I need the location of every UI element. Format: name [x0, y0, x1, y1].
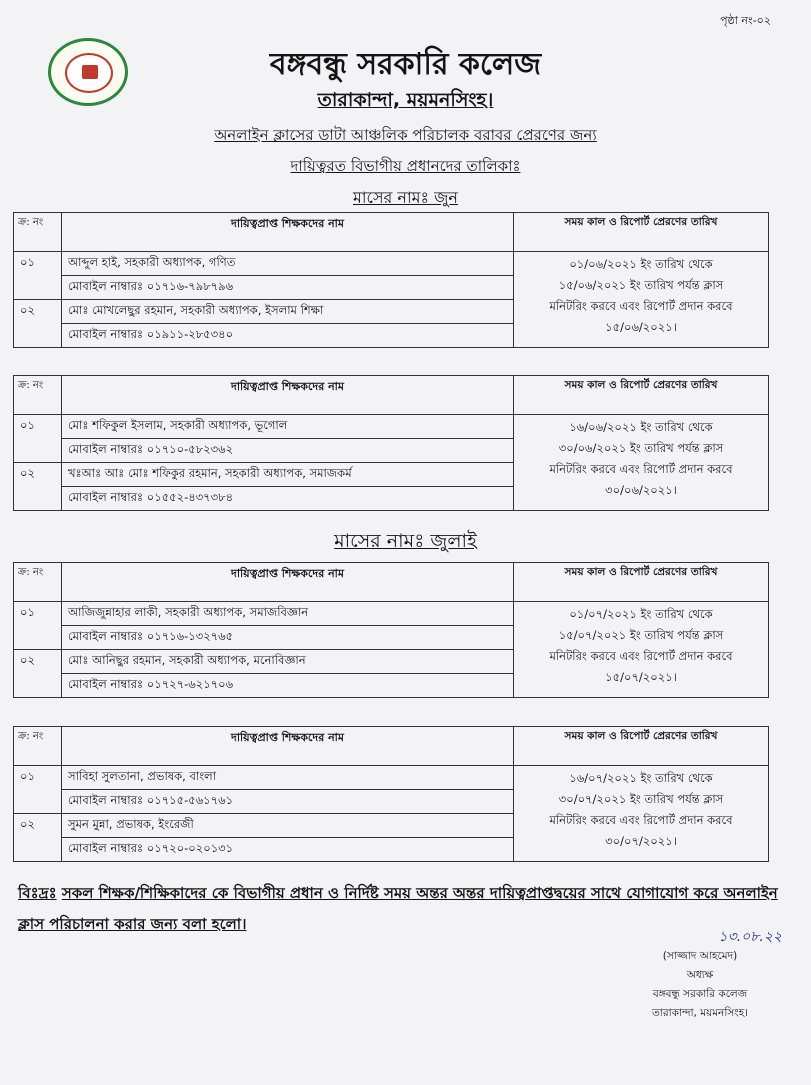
serial-cell: ০১ [14, 602, 62, 650]
column-header-serial: ক্র: নং [14, 563, 62, 602]
handwritten-signature-date: ১৩.০৮.২২ [718, 929, 782, 945]
table-row [14, 766, 769, 790]
period-cell [514, 415, 769, 511]
serial-cell: ০১ [14, 766, 62, 814]
column-header-period: সময় কাল ও রিপোর্ট প্রেরণের তারিখ [514, 563, 769, 602]
teacher-phone-cell: মোবাইল নাম্বারঃ ০১৭১৫-৫৬১৭৬১ [62, 790, 514, 814]
column-header-serial: ক্র: নং [14, 727, 62, 766]
period-line: ১৫/০৬/২০২১ ইং তারিখ পর্যন্ত ক্লাস [558, 278, 724, 292]
table-header-row [14, 563, 769, 602]
period-line: ১৫/০৬/২০২১। [605, 320, 677, 334]
column-header-teacher: দায়িত্বপ্রাপ্ত শিক্ষকদের নাম [62, 563, 514, 602]
notice-text: সকল শিক্ষক/শিক্ষিকাদের কে বিভাগীয় প্রধান ও নির্দিষ্ট সময় অন্তর অন্তর দায়িত্বপ্রাপ্তদ্বয়ের সাথে যোগাযোগ করে অনলাইন ক্লাস পরিচালনা করার জন্য বলা হলো। [18, 884, 778, 933]
column-header-period: সময় কাল ও রিপোর্ট প্রেরণের তারিখ [514, 727, 769, 766]
teacher-phone-cell: মোবাইল নাম্বারঃ ০১৭২০-০২০১৩১ [62, 838, 514, 862]
period-line: মনিটরিং করবে এবং রিপোর্ট প্রদান করবে [549, 462, 733, 476]
teacher-name-cell: সাবিহা সুলতানা, প্রভাষক, বাংলা [62, 766, 514, 790]
college-name: বঙ্গবন্ধু সরকারি কলেজ [269, 47, 542, 82]
month-heading-june [0, 185, 811, 212]
signatory-location: তারাকান্দা, ময়মনসিংহ। [651, 1007, 749, 1019]
college-location [0, 86, 811, 118]
roster-table [13, 726, 769, 862]
roster-table [13, 562, 769, 698]
document-subtitle-2 [0, 155, 811, 180]
column-header-teacher: দায়িত্বপ্রাপ্ত শিক্ষকদের নাম [62, 727, 514, 766]
teacher-phone-cell: মোবাইল নাম্বারঃ ০১৭২৭-৬২১৭০৬ [62, 674, 514, 698]
serial-cell: ০২ [14, 650, 62, 698]
period-line: ১৫/০৭/২০২১। [605, 670, 677, 684]
table-header-row [14, 376, 769, 415]
column-header-period: সময় কাল ও রিপোর্ট প্রেরণের তারিখ [514, 213, 769, 252]
signatory-college: বঙ্গবন্ধু সরকারি কলেজ [652, 988, 748, 1000]
period-line: ৩০/০৬/২০২১ ইং তারিখ পর্যন্ত ক্লাস [558, 441, 724, 455]
serial-cell: ০২ [14, 463, 62, 511]
teacher-name-cell: মোঃ আনিছুর রহমান, সহকারী অধ্যাপক, মনোবিজ্ঞান [62, 650, 514, 674]
page-number: পৃষ্ঠা নং-০২ [720, 14, 771, 27]
teacher-name-cell: খঃআঃ আঃ মোঃ শফিকুর রহমান, সহকারী অধ্যাপক, সমাজকর্ম [62, 463, 514, 487]
period-line: ০১/০৭/২০২১ ইং তারিখ থেকে [569, 607, 713, 621]
period-line: মনিটরিং করবে এবং রিপোর্ট প্রদান করবে [549, 649, 733, 663]
period-line: ৩০/০৭/২০২১। [605, 834, 677, 848]
teacher-name-cell: আজিজুন্নাহার লাকী, সহকারী অধ্যাপক, সমাজবিজ্ঞান [62, 602, 514, 626]
signatory-title: অধ্যক্ষ [686, 969, 714, 981]
signatory-name: (সাজ্জাদ আহমেদ) [662, 950, 738, 962]
teacher-phone-cell: মোবাইল নাম্বারঃ ০১৭১০-৫৮২৩৬২ [62, 439, 514, 463]
period-line: মনিটরিং করবে এবং রিপোর্ট প্রদান করবে [549, 813, 733, 827]
column-header-serial: ক্র: নং [14, 213, 62, 252]
column-header-serial: ক্র: নং [14, 376, 62, 415]
roster-table [13, 212, 769, 348]
column-header-period: সময় কাল ও রিপোর্ট প্রেরণের তারিখ [514, 376, 769, 415]
roster-table [13, 375, 769, 511]
month-heading-july [0, 527, 811, 559]
period-line: ০১/০৬/২০২১ ইং তারিখ থেকে [569, 257, 713, 271]
teacher-name-cell: মোঃ মোখলেছুর রহমান, সহকারী অধ্যাপক, ইসলাম শিক্ষা [62, 300, 514, 324]
serial-cell: ০২ [14, 814, 62, 862]
teacher-name-cell: মোঃ শফিকুল ইসলাম, সহকারী অধ্যাপক, ভূগোল [62, 415, 514, 439]
period-line: ৩০/০৬/২০২১। [605, 483, 677, 497]
period-line: ১৫/০৭/২০২১ ইং তারিখ পর্যন্ত ক্লাস [558, 628, 724, 642]
period-line: ১৬/০৬/২০২১ ইং তারিখ থেকে [569, 420, 713, 434]
table-row [14, 252, 769, 276]
subtitle-text-2: দায়িত্বরত বিভাগীয় প্রধানদের তালিকাঃ [290, 157, 521, 175]
teacher-phone-cell: মোবাইল নাম্বারঃ ০১৫৫২-৪৩৭৩৮৪ [62, 487, 514, 511]
signature-block [600, 928, 800, 1023]
teacher-phone-cell: মোবাইল নাম্বারঃ ০১৭১৬-৭৯৮৭৯৬ [62, 276, 514, 300]
column-header-teacher: দায়িত্বপ্রাপ্ত শিক্ষকদের নাম [62, 376, 514, 415]
teacher-phone-cell: মোবাইল নাম্বারঃ ০১৭১৬-১৩২৭৬৫ [62, 626, 514, 650]
notice-label: বিঃদ্রঃ [18, 884, 57, 902]
teacher-name-cell: সুমন মুন্না, প্রভাষক, ইংরেজী [62, 814, 514, 838]
month-label: মাসের নামঃ জুলাই [334, 530, 477, 552]
teacher-name-cell: আব্দুল হাই, সহকারী অধ্যাপক, গণিত [62, 252, 514, 276]
table-header-row [14, 213, 769, 252]
table-row [14, 602, 769, 626]
table-row [14, 415, 769, 439]
serial-cell: ০২ [14, 300, 62, 348]
subtitle-text-1: অনলাইন ক্লাসের ডাটা আঞ্চলিক পরিচালক বরাবর প্রেরণের জন্য [214, 126, 597, 144]
serial-cell: ০১ [14, 415, 62, 463]
period-line: মনিটরিং করবে এবং রিপোর্ট প্রদান করবে [549, 299, 733, 313]
period-line: ১৬/০৭/২০২১ ইং তারিখ থেকে [569, 771, 713, 785]
location-text: তারাকান্দা, ময়মনসিংহ। [317, 89, 494, 111]
period-cell [514, 766, 769, 862]
period-cell [514, 252, 769, 348]
table-header-row [14, 727, 769, 766]
period-cell [514, 602, 769, 698]
document-subtitle [0, 124, 811, 149]
month-label: মাসের নামঃ জুন [353, 188, 458, 207]
column-header-teacher: দায়িত্বপ্রাপ্ত শিক্ষকদের নাম [62, 213, 514, 252]
teacher-phone-cell: মোবাইল নাম্বারঃ ০১৯১১-২৮৫৩৪০ [62, 324, 514, 348]
serial-cell: ০১ [14, 252, 62, 300]
period-line: ৩০/০৭/২০২১ ইং তারিখ পর্যন্ত ক্লাস [558, 792, 724, 806]
